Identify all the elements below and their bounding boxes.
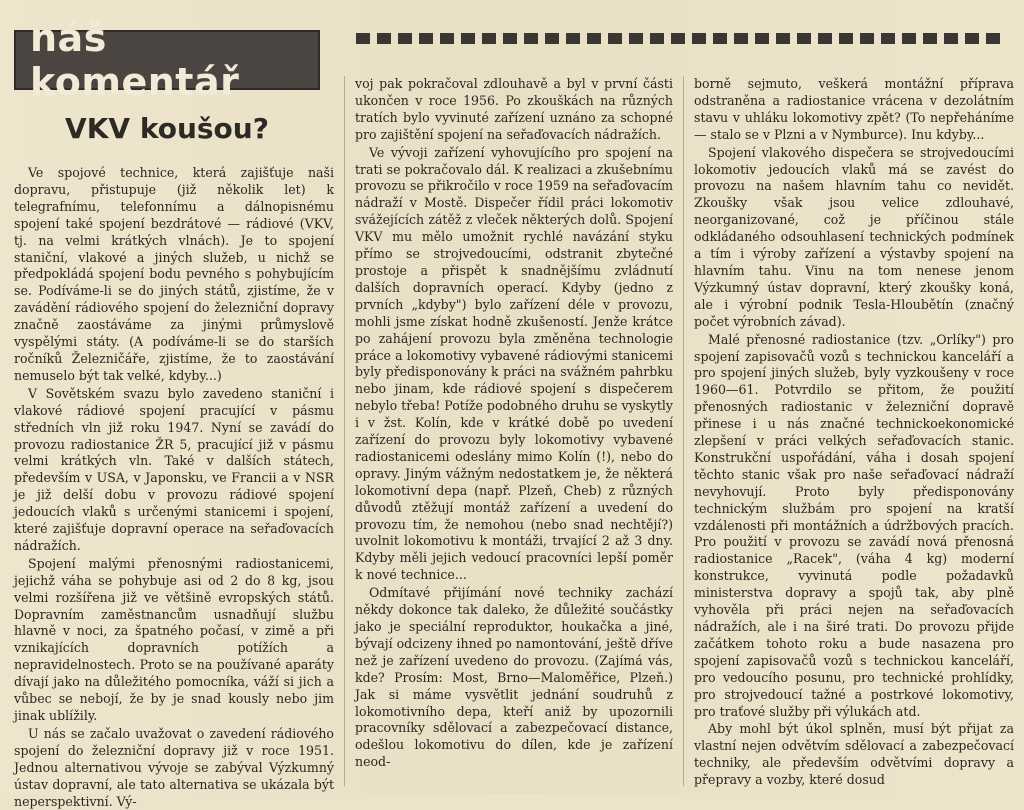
paragraph: Ve spojové technice, která zajišťuje naši dopravu, přistupuje (již několik let) k telegrafnímu, telefonnímu a dálnopisnému spojení také spojení bezdrátové — rádiové (VKV, tj. na velmi krátkých vlnách). Je to spojení staniční, vlakové a jiných služeb, u nichž se předpokládá spojení bodu pevného s pohybujícím se. Podíváme-li se do jiných států, zjistíme, že v zavádění rádiového spojení do železniční dopravy značně zaostáváme za jinými průmyslově vyspělými státy. (A podíváme-li se do starších ročníků Železničáře, zjistíme, že to zaostávání nemuselo být tak velké, kdyby...)	[14, 165, 334, 383]
section-kicker: náš komentář	[30, 16, 240, 104]
dash-segment	[944, 33, 958, 44]
column-divider	[683, 76, 684, 786]
paragraph: borně sejmuto, veškerá montážní příprava odstraněna a radiostanice vrácena v dezolátním stavu v uhláku lokomotivy zpět? (To nepřeháníme — stalo se v Plzni a v Nymburce). Inu kdyby...	[694, 76, 1014, 142]
paragraph: Aby mohl být úkol splněn, musí být přijat za vlastní nejen odvětvím sdělovací a zabezpečovací techniky, ale především odvětvími dopravy a přepravy a vozby, které dosud	[694, 721, 1014, 788]
dash-segment	[608, 33, 622, 44]
dash-segment	[797, 33, 811, 44]
dash-segment	[587, 33, 601, 44]
dash-segment	[377, 33, 391, 44]
article-column-1	[14, 165, 334, 810]
dash-segment	[986, 33, 1000, 44]
paragraph: Ve vývoji zařízení vyhovujícího pro spojení na trati se pokračovalo dál. K realizaci a zkušebnímu provozu se přikročilo v roce 1959 na seřaďovacím nádraží v Mostě. Dispečer řídil práci lokomotiv svážejících zátěž z vleček některých dolů. Spojení VKV mu mělo umožnit rychlé navázání styku přímo se strojvedoucími, odstranit zbytečné prostoje a přispět k snadnějšímu zvládnutí dalších dopravních operací. Kdyby (jedno z prvních „kdyby") bylo zařízení déle v provozu, mohli jsme získat hodně zkušeností. Jenže krátce po zahájení provozu byla změněna technologie práce a lokomotivy vybavené rádiovými stanicemi byly předisponovány k práci na svážném pahrbku nebo jinam, kde rádiové spojení s dispečerem nebylo třeba! Potíže podobného druhu se vyskytly i v žst. Kolín, kde v krátké době po uvedení zařízení do provozu byly lokomotivy vybavené radiostanicemi odeslány mimo Kolín (!), nebo do opravy. Jiným vážným nedostatkem je, že některá lokomotivní depa (např. Plzeň, Cheb) z různých důvodů ztěžují montáž zařízení a uvedení do provozu tím, že nemohou (nebo snad nechtějí?) uvolnit lokomotivu k montáži, trvající 2 až 3 dny. Kdyby měli jejich vedoucí pracovníci lepší poměr k nové technice...	[355, 144, 673, 583]
dash-segment	[713, 33, 727, 44]
dash-segment	[839, 33, 853, 44]
dash-segment	[902, 33, 916, 44]
dash-segment	[881, 33, 895, 44]
article-column-2	[355, 76, 673, 771]
dash-segment	[524, 33, 538, 44]
dash-segment	[965, 33, 979, 44]
dash-segment	[461, 33, 475, 44]
dash-segment	[566, 33, 580, 44]
dash-segment	[755, 33, 769, 44]
decorative-dash-rule	[356, 33, 1008, 44]
paragraph: Spojení malými přenosnými radiostanicemi, jejichž váha se pohybuje asi od 2 do 8 kg, jsou velmi rozšířena již ve většině evropských států. Dopravním zaměstnancům usnadňují službu hlavně v noci, za špatného počasí, v zimě a při vznikajících dopravních potížích a nepravidelnostech. Proto se na používané aparáty dívají jako na důležitého pomocníka, váží si jich a vůbec se nebojí, že by je snad kously nebo jim jinak ublížily.	[14, 555, 334, 723]
paragraph: Odmítavé přijímání nové techniky zachází někdy dokonce tak daleko, že důležité součástky jako je speciální reproduktor, houkačka a jiné, bývají odcizeny ihned po namontování, ještě dříve než je zařízení uvedeno do provozu. (Zajímá vás, kde? Prosím: Most, Brno—Maloměřice, Plzeň.) Jak si máme vysvětlit jednání soudruhů z lokomotivního depa, kteří aniž by upozornili pracovníky sdělovací a zabezpečovací distance, odešlou lokomotivu do dílen, kde je zařízení neod-	[355, 585, 673, 770]
dash-segment	[692, 33, 706, 44]
article-column-3	[694, 76, 1014, 789]
dash-segment	[629, 33, 643, 44]
dash-segment	[734, 33, 748, 44]
dash-segment	[419, 33, 433, 44]
dash-segment	[398, 33, 412, 44]
dash-segment	[482, 33, 496, 44]
dash-segment	[650, 33, 664, 44]
dash-segment	[671, 33, 685, 44]
dash-segment	[503, 33, 517, 44]
dash-segment	[923, 33, 937, 44]
dash-segment	[545, 33, 559, 44]
article-title: VKV koušou?	[65, 112, 269, 145]
dash-segment	[860, 33, 874, 44]
section-banner	[14, 16, 320, 104]
dash-segment	[440, 33, 454, 44]
dash-segment	[776, 33, 790, 44]
paragraph: V Sovětském svazu bylo zavedeno staniční i vlakové rádiové spojení pracující v pásmu středních vln již roku 1947. Nyní se zavádí do provozu radiostanice ŽR 5, pracující již v pásmu velmi krátkých vln. Také v dalších státech, především v USA, v Japonsku, ve Francii a v NSR je již delší dobu v provozu rádiové spojení jedoucích vlaků s určenými stanicemi i spojení, které zajišťuje dopravní operace na seřaďovacích nádražích.	[14, 385, 334, 553]
dash-segment	[818, 33, 832, 44]
paragraph: Malé přenosné radiostanice (tzv. „Orlíky") pro spojení zapisovačů vozů s technickou kanceláří a pro spojení jiných služeb, byly vyzkoušeny v roce 1960—61. Potvrdilo se přitom, že použití přenosných radiostanic v železniční dopravě přinese i u nás značné technickoekonomické zlepšení v práci velkých seřaďovacích stanic. Konstrukční uspořádání, váha i dosah spojení těchto stanic však pro naše seřaďovací nádraží nevyhovují. Proto byly předisponovány technickým službám pro spojení na kratší vzdálenosti při montážních a údržbových pracích. Pro použití v provozu se zavádí nová přenosná radiostanice „Racek", (váha 4 kg) moderní konstrukce, vyvinutá podle požadavků ministerstva dopravy a spojů tak, aby plně vyhověla při práci nejen na seřaďovacích nádražích, ale i na širé trati. Do provozu přijde začátkem tohoto roku a bude nasazena pro spojení zapisovačů vozů s technickou kanceláří, pro vedoucího posunu, pro technické prohlídky, pro strojvedoucí tažné a postrkové lokomotivy, pro traťové služby při výlukách atd.	[694, 331, 1014, 719]
dash-segment	[356, 33, 370, 44]
paragraph: voj pak pokračoval zdlouhavě a byl v první části ukončen v roce 1956. Po zkouškách na různých tratích bylo vyvinuté zařízení uznáno za schopné pro zajištění spojení na seřaďovacích nádražích.	[355, 76, 673, 142]
paragraph: Spojení vlakového dispečera se strojvedoucími lokomotiv jedoucích vlaků má se zavést do provozu na našem hlavním tahu co nevidět. Zkoušky však jsou velice zdlouhavé, neorganizované, což je příčinou stále odkládaného odsouhlasení technických podmínek a tím i výroby zařízení a výstavby spojení na hlavním tahu. Vinu na tom nenese jenom Výzkumný ústav dopravní, který zkoušky koná, ale i výrobní podnik Tesla-Hloubětín (značný počet výrobních závad).	[694, 144, 1014, 329]
column-divider	[344, 76, 345, 786]
paragraph: U nás se začalo uvažovat o zavedení rádiového spojení do železniční dopravy již v roce 1951. Jednou alternativou vývoje se zabýval Výzkumný ústav dopravní, ale tato alternativa se ukázala být neperspektivní. Vý-	[14, 725, 334, 809]
